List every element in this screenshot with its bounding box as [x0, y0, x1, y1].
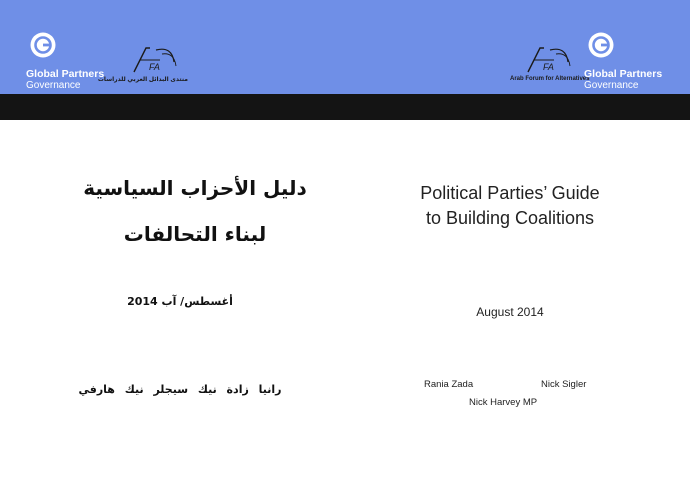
afa-mark-left: FA — [149, 62, 160, 72]
arabic-date: أغسطس/ آب 2014 — [127, 295, 233, 308]
header-black-strip — [0, 94, 690, 120]
afa-logo-left — [97, 44, 188, 90]
afa-caption-ar: منتدى البدائل العربي للدراسات — [97, 77, 188, 83]
english-title — [370, 181, 650, 231]
english-title-line2: to Building Coalitions — [425, 208, 595, 228]
gp-name: Global Partners — [26, 68, 105, 80]
author-rania-zada: Rania Zada — [424, 379, 474, 390]
gp-sub: Governance — [26, 80, 81, 91]
author-nick-harvey: Nick Harvey MP — [469, 397, 538, 408]
arabic-authors: رانيا زادة نيك سيجلر نيك هارفي — [78, 383, 282, 396]
gp-logo-icon — [588, 32, 614, 58]
gp-sub-right: Governance — [584, 80, 639, 91]
arabic-title-line1: دليل الأحزاب السياسية — [83, 176, 307, 200]
afa-logo-icon — [510, 44, 582, 76]
afa-logo-icon — [116, 44, 188, 76]
arabic-title-line2: لبناء التحالفات — [123, 222, 267, 246]
gp-name-right: Global Partners — [584, 68, 663, 80]
afa-mark-right: FA — [543, 62, 554, 72]
english-title-line1: Political Parties’ Guide — [420, 183, 600, 203]
english-date: August 2014 — [476, 305, 544, 319]
afa-caption-en: Arab Forum for Alternatives — [510, 76, 590, 82]
gp-logo-icon — [30, 32, 56, 58]
author-nick-sigler: Nick Sigler — [541, 379, 587, 390]
afa-logo-right — [510, 44, 590, 90]
